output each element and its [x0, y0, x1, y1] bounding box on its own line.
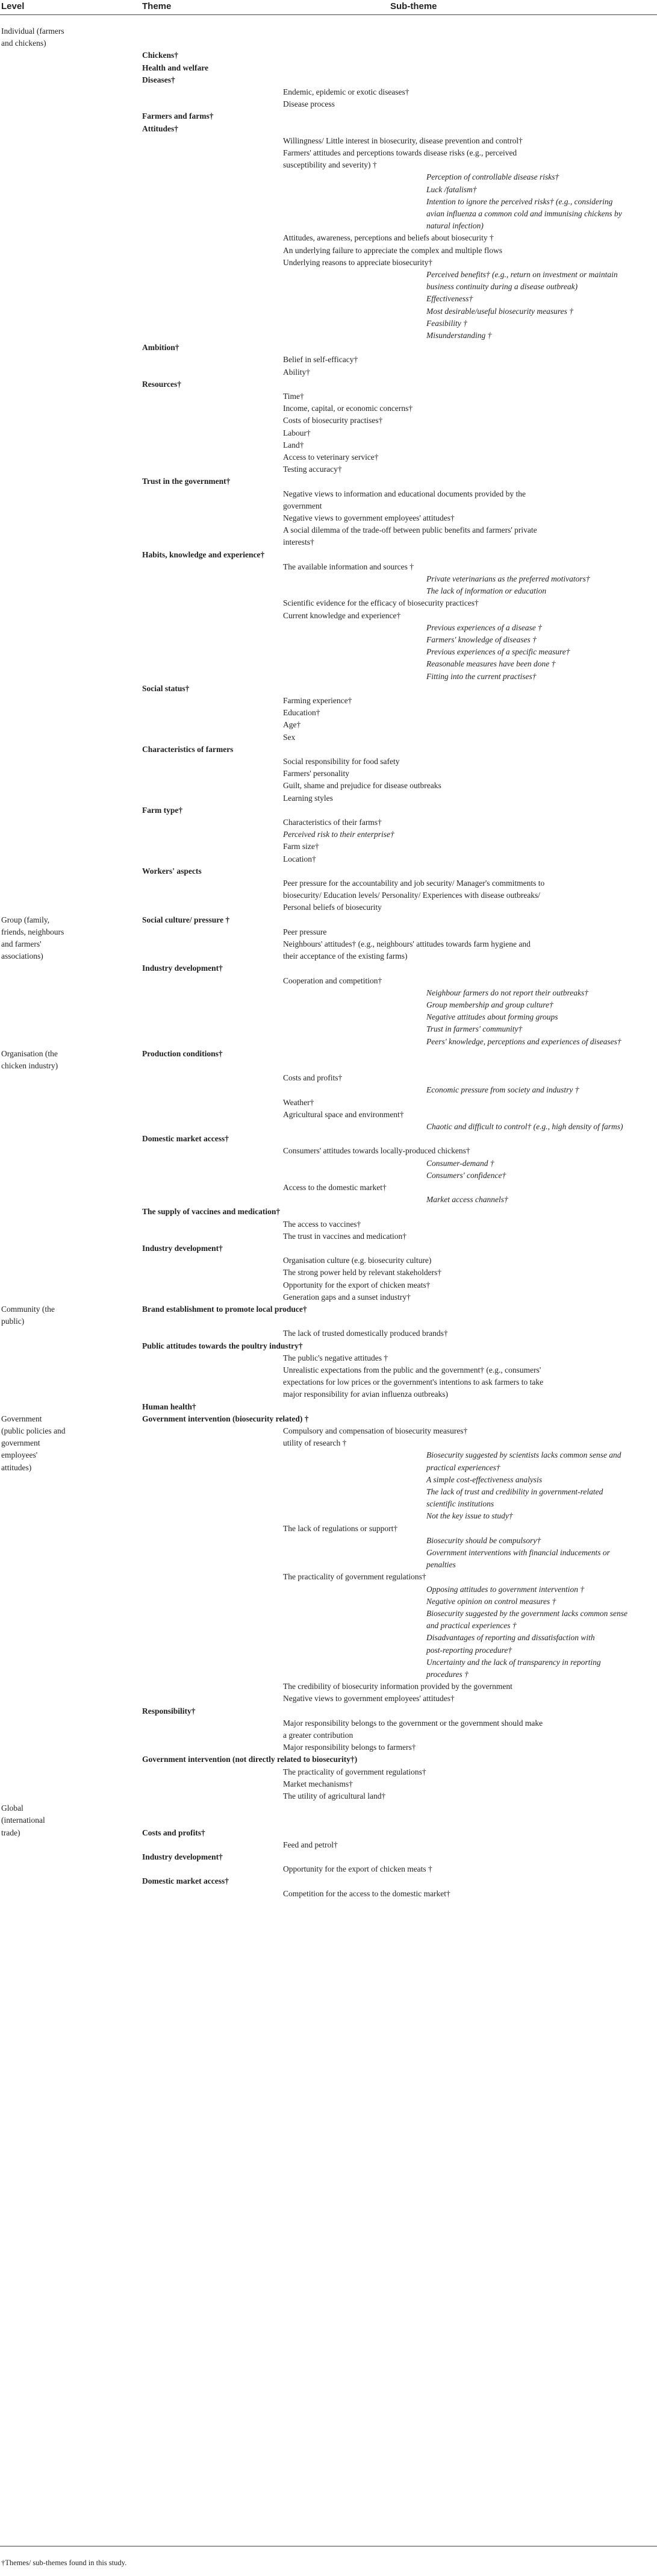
subtheme-label: government	[283, 501, 322, 510]
sub-subtheme-label: penalties	[426, 1560, 456, 1569]
subtheme-label: The available information and sources †	[283, 562, 414, 571]
sub-subtheme-label: Farmers' knowledge of diseases †	[426, 635, 537, 644]
subtheme-label: The strong power held by relevant stakeholders†	[283, 1268, 442, 1277]
subtheme-label: biosecurity/ Education levels/ Personality/ Experiences with disease outbreaks/	[283, 891, 541, 900]
sub-subtheme-label: post-reporting procedure†	[426, 1646, 512, 1655]
subtheme-label: Agricultural space and environment†	[283, 1110, 404, 1119]
sub-subtheme-label: Private veterinarians as the preferred motivators†	[426, 574, 590, 583]
level-label: government	[1, 1438, 40, 1447]
theme-label: Domestic market access†	[142, 1134, 229, 1143]
level-label: and chickens)	[1, 39, 46, 48]
theme-label: Production conditions†	[142, 1049, 223, 1058]
sub-subtheme-label: Not the key issue to study†	[426, 1511, 513, 1520]
subtheme-label: Farm size†	[283, 842, 319, 851]
level-label: Organisation (the	[1, 1049, 58, 1058]
subtheme-label: The credibility of biosecurity information provided by the government	[283, 1682, 512, 1691]
subtheme-label: Opportunity for the export of chicken meats†	[283, 1280, 431, 1290]
subtheme-label: Farmers' attitudes and perceptions towards disease risks (e.g., perceived	[283, 148, 517, 157]
level-label: associations)	[1, 951, 43, 961]
theme-label: Characteristics of farmers	[142, 745, 234, 754]
subtheme-label: a greater contribution	[283, 1731, 353, 1740]
subtheme-label: Neighbours' attitudes† (e.g., neighbours' attitudes towards farm hygiene and	[283, 939, 531, 948]
subtheme-label: expectations for low prices or the government's intentions to ask farmers to take	[283, 1377, 544, 1387]
sub-subtheme-label: Luck /fatalism†	[426, 185, 477, 194]
subtheme-label: Testing accuracy†	[283, 465, 342, 474]
subtheme-label: Costs of biosecurity practises†	[283, 416, 383, 425]
theme-label: Farm type†	[142, 806, 183, 815]
sub-subtheme-label: Perception of controllable disease risks†	[426, 172, 559, 181]
subtheme-label: Scientific evidence for the efficacy of biosecurity practices†	[283, 598, 479, 607]
subtheme-label: Income, capital, or economic concerns†	[283, 404, 413, 413]
subtheme-label: Endemic, epidemic or exotic diseases†	[283, 87, 409, 96]
subtheme-label: A social dilemma of the trade-off between public benefits and farmers' private	[283, 525, 537, 534]
sub-subtheme-label: Fitting into the current practises†	[426, 672, 537, 681]
theme-label: Health and welfare	[142, 63, 208, 72]
subtheme-label: Willingness/ Little interest in biosecurity, disease prevention and control†	[283, 136, 523, 145]
subtheme-label: Sex	[283, 733, 296, 742]
subtheme-label: their acceptance of the existing farms)	[283, 951, 408, 961]
sub-subtheme-label: Intention to ignore the perceived risks† (e.g., considering	[426, 197, 613, 206]
subtheme-label: Age†	[283, 720, 301, 729]
level-label: Global	[1, 1804, 23, 1813]
theme-label: Farmers and farms†	[142, 111, 214, 121]
sub-subtheme-label: procedures †	[426, 1670, 469, 1679]
sub-subtheme-label: Previous experiences of a disease †	[426, 623, 542, 632]
theme-label: Ambition†	[142, 343, 179, 352]
subtheme-label: interests†	[283, 537, 314, 547]
subtheme-label: Access to the domestic market†	[283, 1183, 387, 1192]
sub-subtheme-label: Uncertainty and the lack of transparency in reporting	[426, 1658, 601, 1667]
level-label: chicken industry)	[1, 1061, 58, 1070]
subtheme-label: Farming experience†	[283, 696, 352, 705]
theme-label: Costs and profits†	[142, 1828, 205, 1837]
subtheme-label: Belief in self-efficacy†	[283, 355, 358, 364]
subtheme-label: The lack of regulations or support†	[283, 1524, 398, 1533]
sub-subtheme-label: Group membership and group culture†	[426, 1000, 553, 1009]
sub-subtheme-label: Biosecurity should be compulsory†	[426, 1536, 541, 1545]
level-label: public)	[1, 1317, 25, 1326]
level-label: trade)	[1, 1828, 20, 1837]
sub-subtheme-label: Biosecurity suggested by the government lacks common sense	[426, 1609, 628, 1618]
theme-label: Attitudes†	[142, 124, 178, 133]
subtheme-label: Characteristics of their farms†	[283, 818, 382, 827]
theme-label: Government intervention (not directly related to biosecurity†)	[142, 1755, 358, 1764]
subtheme-label: Negative views to government employees' attitudes†	[283, 513, 455, 522]
sub-subtheme-label: A simple cost-effectiveness analysis	[426, 1475, 543, 1484]
subtheme-label: major responsibility for avian influenza outbreaks)	[283, 1390, 449, 1399]
subtheme-label: Underlying reasons to appreciate biosecurity†	[283, 258, 433, 267]
subtheme-label: The lack of trusted domestically produced brands†	[283, 1329, 448, 1338]
subtheme-label: The trust in vaccines and medication†	[283, 1232, 407, 1241]
sub-subtheme-label: Neighbour farmers do not report their outbreaks†	[426, 988, 588, 997]
sub-subtheme-label: Most desirable/useful biosecurity measures †	[426, 307, 573, 316]
sub-subtheme-label: Consumers' confidence†	[426, 1171, 506, 1180]
level-label: (public policies and	[1, 1426, 66, 1435]
sub-subtheme-label: Disadvantages of reporting and dissatisfaction with	[426, 1633, 595, 1642]
theme-label: Public attitudes towards the poultry industry†	[142, 1341, 303, 1350]
theme-label: Industry development†	[142, 1852, 223, 1861]
sub-subtheme-label: Consumer-demand †	[426, 1159, 494, 1168]
sub-subtheme-label: Negative opinion on control measures †	[426, 1597, 556, 1606]
subtheme-label: The utility of agricultural land†	[283, 1791, 386, 1800]
theme-label: Habits, knowledge and experience†	[142, 550, 265, 559]
sub-subtheme-label: The lack of trust and credibility in government-related	[426, 1487, 603, 1496]
subtheme-label: Generation gaps and a sunset industry†	[283, 1293, 411, 1302]
sub-subtheme-label: Previous experiences of a specific measure†	[426, 647, 570, 656]
subtheme-label: Unrealistic expectations from the public and the government† (e.g., consumers'	[283, 1365, 541, 1374]
level-label: Group (family,	[1, 915, 50, 924]
subtheme-label: The public's negative attitudes †	[283, 1353, 388, 1362]
theme-label: Resources†	[142, 380, 181, 389]
subtheme-label: utility of research †	[283, 1438, 347, 1447]
sub-subtheme-label: scientific institutions	[426, 1499, 494, 1508]
subtheme-label: Education†	[283, 708, 320, 717]
subtheme-label: Ability†	[283, 368, 311, 377]
theme-label: Human health†	[142, 1402, 196, 1411]
theme-label: The supply of vaccines and medication†	[142, 1207, 281, 1216]
theme-label: Workers' aspects	[142, 867, 202, 876]
subtheme-label: susceptibility and severity) †	[283, 160, 377, 169]
sub-subtheme-label: business continuity during a disease outbreak)	[426, 282, 578, 291]
theme-label: Brand establishment to promote local produce†	[142, 1305, 307, 1314]
sub-subtheme-label: Feasibility †	[426, 319, 467, 328]
subtheme-label: Feed and petrol†	[283, 1840, 338, 1849]
sub-subtheme-label: Opposing attitudes to government intervention †	[426, 1585, 585, 1594]
subtheme-label: Cooperation and competition†	[283, 976, 382, 985]
level-label: (international	[1, 1816, 45, 1825]
subtheme-label: Peer pressure for the accountability and job security/ Manager's commitments to	[283, 879, 545, 888]
level-label: Government	[1, 1414, 42, 1423]
subtheme-label: Farmers' personality	[283, 769, 350, 778]
subtheme-label: Costs and profits†	[283, 1073, 343, 1082]
header-rule	[0, 14, 657, 15]
theme-label: Domestic market access†	[142, 1876, 229, 1885]
sub-subtheme-label: Government interventions with financial inducements or	[426, 1548, 610, 1557]
sub-subtheme-label: The lack of information or education	[426, 586, 547, 595]
theme-label: Industry development†	[142, 964, 223, 973]
subtheme-label: Guilt, shame and prejudice for disease outbreaks	[283, 781, 441, 790]
subtheme-label: Negative views to information and educational documents provided by the	[283, 489, 526, 498]
subtheme-label: Perceived risk to their enterprise†	[283, 830, 394, 839]
subtheme-label: Peer pressure	[283, 927, 327, 936]
level-label: Individual (farmers	[1, 27, 64, 36]
sub-subtheme-label: Perceived benefits† (e.g., return on investment or maintain	[426, 270, 618, 279]
subtheme-label: Market mechanisms†	[283, 1779, 353, 1788]
level-label: attitudes)	[1, 1463, 32, 1472]
subtheme-label: Learning styles	[283, 794, 333, 803]
sub-subtheme-label: natural infection)	[426, 221, 484, 230]
subtheme-label: Major responsibility belongs to the government or the government should make	[283, 1719, 543, 1728]
level-label: Community (the	[1, 1305, 55, 1314]
subtheme-label: Compulsory and compensation of biosecurity measures†	[283, 1426, 468, 1435]
level-label: friends, neighbours	[1, 927, 64, 936]
theme-label: Diseases†	[142, 75, 175, 84]
sub-subtheme-label: Peers' knowledge, perceptions and experiences of diseases†	[426, 1037, 621, 1046]
subtheme-label: The access to vaccines†	[283, 1220, 361, 1229]
theme-label: Trust in the government†	[142, 477, 231, 486]
sub-subtheme-label: and practical experiences †	[426, 1621, 517, 1630]
subtheme-label: Current knowledge and experience†	[283, 611, 401, 620]
theme-label: Industry development†	[142, 1244, 223, 1253]
header-theme: Theme	[142, 1, 172, 11]
sub-subtheme-label: Market access channels†	[426, 1195, 508, 1204]
subtheme-label: Land†	[283, 440, 304, 450]
header-level: Level	[1, 1, 25, 11]
subtheme-label: Personal beliefs of biosecurity	[283, 903, 382, 912]
subtheme-label: Attitudes, awareness, perceptions and beliefs about biosecurity †	[283, 233, 494, 242]
sub-subtheme-label: Trust in farmers' community†	[426, 1024, 523, 1033]
subtheme-label: Time†	[283, 392, 304, 401]
theme-label: Chickens†	[142, 51, 179, 60]
subtheme-label: Labour†	[283, 428, 311, 437]
subtheme-label: Opportunity for the export of chicken meats †	[283, 1864, 432, 1873]
subtheme-label: The practicality of government regulations†	[283, 1572, 426, 1581]
subtheme-label: Negative views to government employees' attitudes†	[283, 1694, 455, 1703]
theme-label: Government intervention (biosecurity related) †	[142, 1414, 309, 1423]
sub-subtheme-label: Misunderstanding †	[426, 331, 492, 340]
subtheme-label: Disease process	[283, 99, 335, 108]
sub-subtheme-label: Biosecurity suggested by scientists lacks common sense and	[426, 1450, 621, 1459]
theme-label: Social culture/ pressure †	[142, 915, 230, 924]
sub-subtheme-label: practical experiences†	[426, 1463, 500, 1472]
sub-subtheme-label: Effectiveness†	[426, 294, 473, 303]
theme-label: Social status†	[142, 684, 190, 693]
sub-subtheme-label: Negative attitudes about forming groups	[426, 1012, 558, 1021]
subtheme-label: Social responsibility for food safety	[283, 757, 400, 766]
sub-subtheme-label: Chaotic and difficult to control† (e.g., high density of farms)	[426, 1122, 623, 1131]
sub-subtheme-label: Economic pressure from society and industry †	[426, 1085, 579, 1094]
table-footnote: †Themes/ sub-themes found in this study.	[1, 2559, 127, 2567]
sub-subtheme-label: avian influenza a common cold and immunising chickens by	[426, 209, 622, 218]
subtheme-label: Location†	[283, 854, 316, 863]
level-label: employees'	[1, 1450, 38, 1459]
subtheme-label: Access to veterinary service†	[283, 453, 379, 462]
level-label: and farmers'	[1, 939, 42, 948]
theme-label: Responsibility†	[142, 1706, 196, 1716]
subtheme-label: The practicality of government regulations†	[283, 1767, 426, 1776]
subtheme-label: Major responsibility belongs to farmers†	[283, 1743, 416, 1752]
sub-subtheme-label: Reasonable measures have been done †	[426, 659, 556, 668]
subtheme-label: Weather†	[283, 1098, 314, 1107]
subtheme-label: Competition for the access to the domestic market†	[283, 1889, 450, 1898]
header-subtheme: Sub-theme	[390, 1, 437, 11]
subtheme-label: An underlying failure to appreciate the complex and multiple flows	[283, 246, 503, 255]
subtheme-label: Organisation culture (e.g. biosecurity culture)	[283, 1256, 432, 1265]
subtheme-label: Consumers' attitudes towards locally-produced chickens†	[283, 1146, 470, 1155]
